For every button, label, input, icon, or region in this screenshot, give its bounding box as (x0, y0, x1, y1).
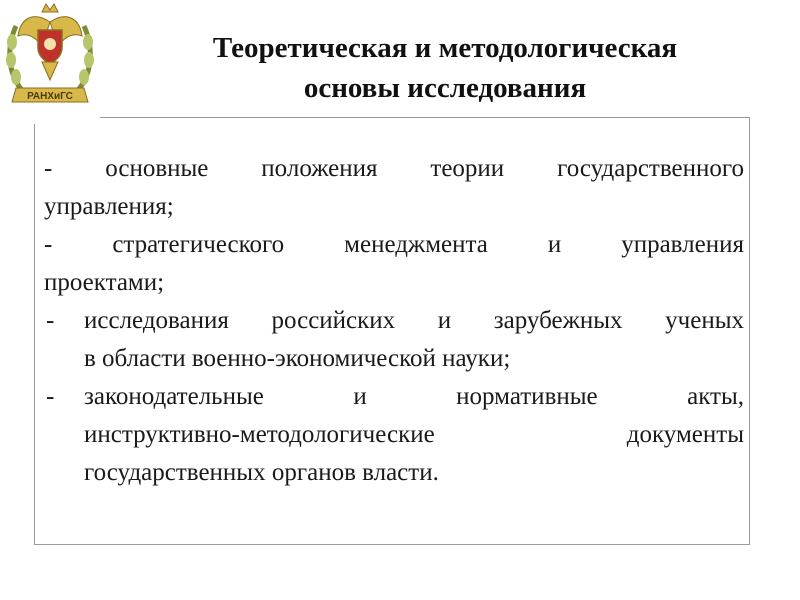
content-body (44, 150, 744, 492)
title-line-2: основы исследования (303, 72, 587, 104)
bullet-dash: - (46, 307, 55, 334)
ranepa-emblem-logo (2, 2, 98, 108)
list-item (44, 378, 744, 492)
list-item (44, 302, 744, 378)
bullet-dash: - (46, 383, 55, 410)
paragraph-1-line-2: управления; (44, 193, 174, 220)
paragraph-2-line-2: проектами; (44, 269, 165, 296)
title-line-1: Теоретическая и методологическая (212, 32, 678, 64)
emblem-text: РАНХиГС (27, 91, 73, 102)
list-item-4-line-2: инструктивно-методологические документы (84, 421, 744, 448)
page-title (110, 28, 780, 108)
list-item-4-line-1: законодательные и нормативные акты, (84, 383, 744, 410)
emblem-icon (2, 2, 98, 108)
list-item-3-line-2: в области военно-экономической науки; (84, 345, 511, 372)
paragraph-1-line-1: - основные положения теории государственного (44, 155, 744, 182)
list-item-4-line-3: государственных органов власти. (84, 459, 439, 486)
list-item-3-line-1: исследования российских и зарубежных ученых (84, 307, 744, 334)
paragraph-2-line-1: - стратегического менеджмента и управления (44, 231, 744, 258)
frame-gap (34, 110, 100, 124)
